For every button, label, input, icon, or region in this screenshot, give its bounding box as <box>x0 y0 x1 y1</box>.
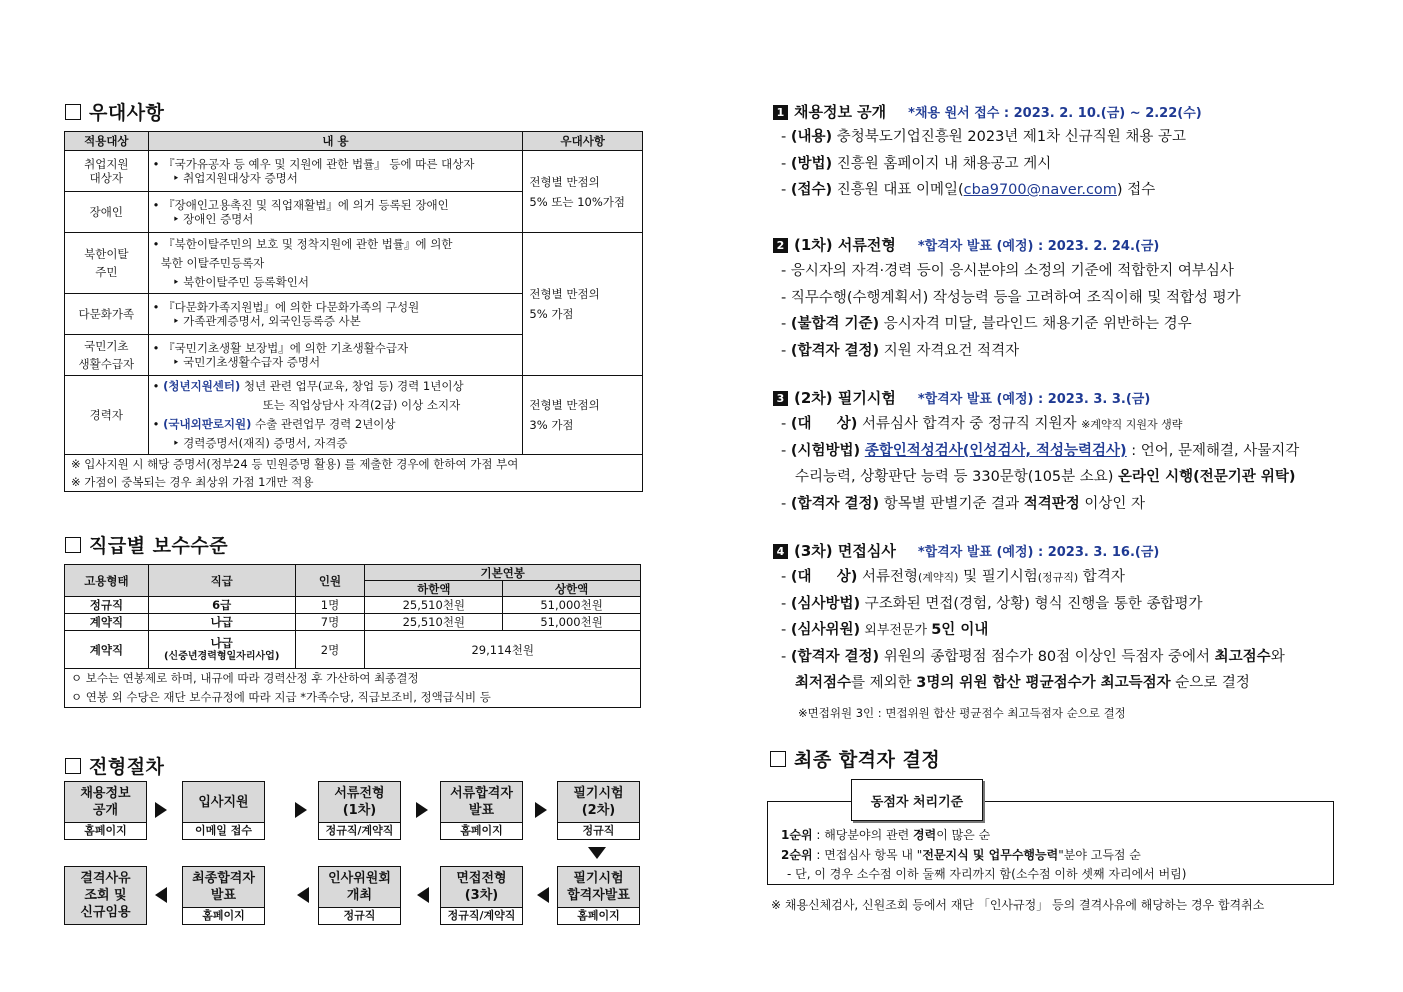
process-step <box>318 781 401 840</box>
schedule-text: *합격자 발표 (예정) : 2023. 3. 3.(금) <box>917 392 1151 407</box>
section-number-icon: 3 <box>773 391 788 406</box>
rank-1: 1순위 : 해당분야의 관련 경력이 많은 순 <box>781 828 991 842</box>
count-cell: 1명 <box>295 597 365 614</box>
step-channel: 홈페이지 <box>202 909 245 922</box>
content-line: ‣ 북한이탈주민 등록확인서 <box>172 274 309 289</box>
process-title: 전형절차 <box>65 752 164 779</box>
type-cell: 계약직 <box>65 631 149 669</box>
col-header: 적용대상 <box>65 132 149 151</box>
content-line: ‣ 취업지원대상자 증명서 <box>172 171 298 185</box>
col-header: 인원 <box>295 565 365 597</box>
content-line: • (국내외판로지원) 수출 관련업무 경력 2년이상 <box>152 417 396 431</box>
grade-sub: (신중년경력형일자리사업) <box>163 650 280 662</box>
final-title: 최종 합격자 결정 <box>770 745 940 772</box>
content-line: ‣ 가족관계증명서, 외국인등록증 사본 <box>172 314 361 328</box>
arrow-right-icon <box>155 802 167 818</box>
text-line: - (심사방법) 구조화된 면접(경험, 상황) 형식 진행을 통한 종합평가 <box>781 596 1203 612</box>
text-line: - (접수) 진흥원 대표 이메일(cba9700@naver.com) 접수 <box>781 182 1156 198</box>
grade-cell: 6급 <box>148 597 295 614</box>
content-cell <box>148 294 523 335</box>
col-header: 내 용 <box>148 132 523 151</box>
process-step <box>440 866 523 925</box>
col-header: 직급 <box>148 565 295 597</box>
col-header: 고용형태 <box>65 565 149 597</box>
step-channel: 이메일 접수 <box>195 824 252 837</box>
content-cell <box>148 233 523 294</box>
content-cell <box>148 335 523 376</box>
table-row <box>65 669 641 708</box>
step-label: 채용정보 공개 <box>65 782 146 823</box>
content-line: 또는 직업상담사 자격(2급) 이상 소지자 <box>262 398 461 412</box>
career-label: (국내외판로지원) <box>163 417 252 431</box>
salary-merged-cell: 29,114천원 <box>365 631 641 669</box>
table-row <box>65 614 641 631</box>
text-line: - 직무수행(수행계획서) 작성능력 등을 고려하여 조직이해 및 적합성 평가 <box>781 290 1241 306</box>
notes-cell <box>65 669 641 708</box>
table-row <box>65 597 641 614</box>
content-line: • (청년지원센터) 청년 관련 업무(교육, 창업 등) 경력 1년이상 <box>152 379 464 393</box>
salary-title: 직급별 보수수준 <box>65 531 228 558</box>
career-label: (청년지원센터) <box>163 379 241 393</box>
content-cell <box>148 376 523 455</box>
process-step <box>64 866 147 925</box>
step-label: 필기시험 (2차) <box>558 782 639 823</box>
step-channel: 정규직 <box>582 824 615 837</box>
content-cell <box>148 151 523 192</box>
target-cell: 국민기초 생활수급자 <box>65 335 149 376</box>
schedule-text: *합격자 발표 (예정) : 2023. 3. 16.(금) <box>917 545 1160 560</box>
section-document-screening <box>773 234 1159 255</box>
arrow-right-icon <box>535 802 547 818</box>
step-channel: 홈페이지 <box>577 909 620 922</box>
content-line: ‣ 경력증명서(재직) 증명서, 자격증 <box>172 436 348 450</box>
note-line: ※ 입사지원 시 해당 증명서(정부24 등 민원증명 활용) 를 제출한 경우에 한하여 가점 부여 <box>71 457 519 471</box>
type-cell: 정규직 <box>65 597 149 614</box>
rank-2: 2순위 : 면접심사 항목 내 "전문지식 및 업무수행능력"분야 고득점 순 <box>781 848 1141 862</box>
content-line: ‣ 국민기초생활수급자 증명서 <box>172 355 321 369</box>
text-line: - (합격자 결정) 지원 자격요건 적격자 <box>781 343 1020 359</box>
step-channel: 정규직/계약직 <box>325 824 394 837</box>
checkbox-icon <box>65 537 81 553</box>
step-channel: 홈페이지 <box>84 824 127 837</box>
section-heading: (3차) 면접심사 <box>794 542 896 560</box>
grade-cell: 나급 <box>148 614 295 631</box>
interview-note: ※면접위원 3인 : 면접위원 합산 평균점수 최고득점자 순으로 결정 <box>798 706 1126 720</box>
arrow-left-icon <box>297 887 309 903</box>
checkbox-icon <box>65 104 81 120</box>
table-row <box>65 233 643 294</box>
target-cell: 장애인 <box>65 192 149 233</box>
checkbox-icon <box>65 758 81 774</box>
high-cell: 51,000천원 <box>503 614 641 631</box>
arrow-right-icon <box>416 802 428 818</box>
target-cell: 취업지원 대상자 <box>65 151 149 192</box>
step-label: 서류합격자 발표 <box>441 782 522 823</box>
checkbox-icon <box>770 751 786 767</box>
count-cell: 2명 <box>295 631 365 669</box>
section-interview <box>773 540 1159 561</box>
col-header: 하한액 <box>365 581 503 597</box>
col-header: 기본연봉 <box>365 565 641 581</box>
high-cell: 51,000천원 <box>503 597 641 614</box>
final-note: ※ 채용신체검사, 신원조회 등에서 재단 「인사규정」 등의 결격사유에 해당하는 경우 합격취소 <box>771 898 1265 912</box>
text-line: - (방법) 진흥원 홈페이지 내 채용공고 게시 <box>781 156 1052 172</box>
table-row <box>65 455 643 492</box>
section-heading: (2차) 필기시험 <box>794 389 896 407</box>
content-line: • 『국가유공자 등 예우 및 지원에 관한 법률』 등에 따른 대상자 <box>152 157 475 171</box>
low-cell: 25,510천원 <box>365 614 503 631</box>
text-line: - (불합격 기준) 응시자격 미달, 블라인드 채용기준 위반하는 경우 <box>781 316 1192 332</box>
schedule-text: *채용 원서 접수 : 2023. 2. 10.(금) ~ 2.22(수) <box>908 106 1202 121</box>
content-line: • 『국민기초생활 보장법』에 의한 기초생활수급자 <box>152 341 409 355</box>
text-line: - (합격자 결정) 항목별 판별기준 결과 적격판정 이상인 자 <box>781 496 1145 512</box>
table-row <box>65 376 643 455</box>
target-cell: 북한이탈 주민 <box>65 233 149 294</box>
benefit-cell: 전형별 만점의 5% 또는 10%가점 <box>523 151 643 233</box>
preference-table <box>64 131 643 492</box>
section-number-icon: 2 <box>773 238 788 253</box>
count-cell: 7명 <box>295 614 365 631</box>
step-label: 최종합격자 발표 <box>183 867 264 908</box>
step-label: 결격사유 조회 및 신규임용 <box>65 867 146 924</box>
step-channel: 정규직 <box>343 909 376 922</box>
col-header: 상한액 <box>503 581 641 597</box>
low-cell: 25,510천원 <box>365 597 503 614</box>
type-cell: 계약직 <box>65 614 149 631</box>
tiebreak-tab: 동점자 처리기준 <box>851 779 983 821</box>
content-cell <box>148 192 523 233</box>
text-line: - (시험방법) 종합인적성검사(인성검사, 적성능력검사) : 언어, 문제해결, 사물지각 <box>781 443 1300 459</box>
step-channel: 정규직/계약직 <box>447 909 516 922</box>
process-step <box>64 781 147 840</box>
section-recruit-info <box>773 101 1202 122</box>
note-line: ㅇ 보수는 연봉제로 하며, 내규에 따라 경력산정 후 가산하여 최종결정 <box>71 671 419 685</box>
content-text: 청년 관련 업무(교육, 창업 등) 경력 1년이상 <box>240 379 464 393</box>
text-line: - (합격자 결정) 위원의 종합평점 점수가 80점 이상인 득점자 중에서 최고점수와 <box>781 649 1285 665</box>
step-label: 면접전형 (3차) <box>441 867 522 908</box>
process-step <box>557 781 640 840</box>
step-channel: 홈페이지 <box>460 824 503 837</box>
text-line: - (대 상) 서류전형(계약직) 및 필기시험(정규직) 합격자 <box>781 569 1125 585</box>
content-line: ‣ 장애인 증명서 <box>172 212 254 226</box>
section-heading: (1차) 서류전형 <box>794 236 896 254</box>
rank-2-note: - 단, 이 경우 소수점 이하 둘째 자리까지 함(소수점 이하 셋째 자리에서 버림) <box>787 867 1187 881</box>
content-line: • 『북한이탈주민의 보호 및 정착지원에 관한 법률』에 의한 <box>152 236 453 251</box>
note-line: ㅇ 연봉 외 수당은 재단 보수규정에 따라 지급 *가족수당, 직급보조비, 정액급식비 등 <box>71 690 491 704</box>
process-step <box>182 866 265 925</box>
content-line: • 『장애인고용촉진 및 직업재활법』에 의거 등록된 장애인 <box>152 198 449 212</box>
text-line: 수리능력, 상황판단 능력 등 330문항(105분 소요) 온라인 시행(전문기관 위탁) <box>795 469 1296 485</box>
arrow-down-icon <box>588 847 606 859</box>
preference-title: 우대사항 <box>65 98 164 125</box>
text-line: 최저점수를 제외한 3명의 위원 합산 평균점수가 최고득점자 순으로 결정 <box>795 675 1250 691</box>
section-written-test <box>773 387 1150 408</box>
email-link[interactable]: cba9700@naver.com <box>963 182 1117 198</box>
text-line: - (대 상) 서류심사 합격자 중 정규직 지원자 ※계약직 지원자 생략 <box>781 416 1183 432</box>
grade-text: 나급 <box>210 635 233 650</box>
arrow-left-icon <box>537 887 549 903</box>
table-row <box>65 631 641 669</box>
arrow-left-icon <box>155 887 167 903</box>
schedule-text: *합격자 발표 (예정) : 2023. 2. 24.(금) <box>917 239 1160 254</box>
content-line: 북한 이탈주민등록자 <box>160 255 265 270</box>
notes-cell <box>65 455 643 492</box>
content-text: 수출 관련업무 경력 2년이상 <box>251 417 396 431</box>
section-number-icon: 4 <box>773 544 788 559</box>
text-line: - (내용) 충청북도기업진흥원 2023년 제1차 신규직원 채용 공고 <box>781 129 1187 145</box>
content-line: • 『다문화가족지원법』에 의한 다문화가족의 구성원 <box>152 300 420 314</box>
col-header: 우대사항 <box>523 132 643 151</box>
step-label: 필기시험 합격자발표 <box>558 867 639 908</box>
process-step <box>557 866 640 925</box>
process-step <box>440 781 523 840</box>
text-line: - (심사위원) 외부전문가 5인 이내 <box>781 622 989 638</box>
process-step <box>318 866 401 925</box>
target-cell: 경력자 <box>65 376 149 455</box>
grade-cell <box>148 631 295 669</box>
step-label: 입사지원 <box>183 782 264 823</box>
target-cell: 다문화가족 <box>65 294 149 335</box>
arrow-right-icon <box>295 802 307 818</box>
text-line: - 응시자의 자격·경력 등이 응시분야의 소정의 기준에 적합한지 여부심사 <box>781 263 1234 279</box>
note-line: ※ 가점이 중복되는 경우 최상위 가점 1개만 적용 <box>71 475 314 489</box>
section-number-icon: 1 <box>773 105 788 120</box>
arrow-left-icon <box>417 887 429 903</box>
salary-table <box>64 564 641 708</box>
section-heading: 채용정보 공개 <box>794 103 887 121</box>
benefit-cell: 전형별 만점의 3% 가점 <box>523 376 643 455</box>
step-label: 서류전형 (1차) <box>319 782 400 823</box>
table-row <box>65 151 643 192</box>
step-label: 인사위원회 개최 <box>319 867 400 908</box>
process-step <box>182 781 265 840</box>
benefit-cell: 전형별 만점의 5% 가점 <box>523 233 643 376</box>
